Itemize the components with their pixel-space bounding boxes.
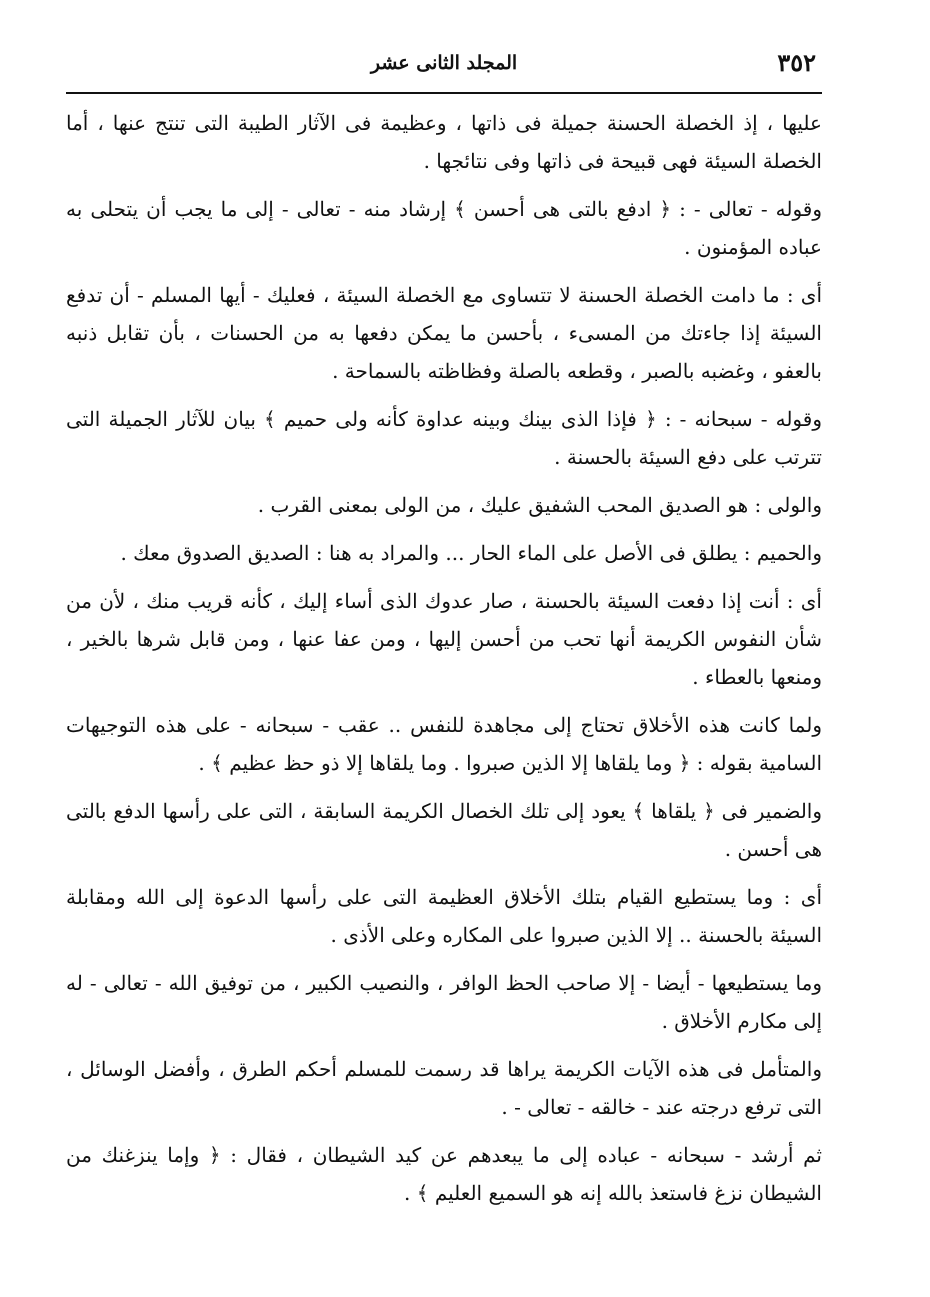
paragraph-1: عليها ، إذ الخصلة الحسنة جميلة فى ذاتها ، وعظيمة فى الآثار الطيبة التى تنتج عنها ، أما الخصلة السيئة فهى قبيحة فى ذاتها وفى نتائجها .	[66, 111, 822, 173]
paragraph-7: أى : أنت إذا دفعت السيئة بالحسنة ، صار عدوك الذى أساء إليك ، كأنه قريب منك ، لأن من شأن النفوس الكريمة أنها تحب من أحسن إليها ، ومن عفا عنها ، ومن قابل شرها بالخير ، ومنعها بالعطاء .	[66, 589, 822, 689]
paragraph-12: والمتأمل فى هذه الآيات الكريمة يراها قد رسمت للمسلم أحكم الطرق ، وأفضل الوسائل ، التى ترفع درجته عند - خالقه - تعالى - .	[66, 1057, 822, 1119]
paragraph-10: أى : وما يستطيع القيام بتلك الأخلاق العظيمة التى على رأسها الدعوة إلى الله ومقابلة السيئة بالحسنة .. إلا الذين صبروا على المكاره وعلى الأذى .	[66, 885, 822, 947]
page-header	[66, 42, 822, 82]
paragraph-9: والضمير فى ﴿ يلقاها ﴾ يعود إلى تلك الخصال الكريمة السابقة ، التى على رأسها الدفع بالتى هى أحسن .	[66, 799, 822, 861]
page-number: ٣٥٢	[777, 48, 816, 77]
paragraph-13: ثم أرشد - سبحانه - عباده إلى ما يبعدهم عن كيد الشيطان ، فقال : ﴿ وإما ينزغنك من الشيطان نزغ فاستعذ بالله إنه هو السميع العليم ﴾ .	[66, 1143, 822, 1205]
paragraph-8: ولما كانت هذه الأخلاق تحتاج إلى مجاهدة للنفس .. عقب - سبحانه - على هذه التوجيهات السامية بقوله : ﴿ وما يلقاها إلا الذين صبروا . وما يلقاها إلا ذو حظ عظيم ﴾ .	[66, 713, 822, 775]
paragraph-4: وقوله - سبحانه - : ﴿ فإذا الذى بينك وبينه عداوة كأنه ولى حميم ﴾ بيان للآثار الجميلة التى تترتب على دفع السيئة بالحسنة .	[66, 407, 822, 469]
page-body	[66, 104, 822, 1222]
paragraph-3: أى : ما دامت الخصلة الحسنة لا تتساوى مع الخصلة السيئة ، فعليك - أيها المسلم - أن تدفع السيئة إذا جاءتك من المسىء ، بأحسن ما يمكن دفعها به من الحسنات ، بأن تقابل ذنبه بالعفو ، وغضبه بالصبر ، وقطعه بالصلة وفظاظته بالسماحة .	[66, 283, 822, 383]
header-divider	[66, 92, 822, 94]
paragraph-6: والحميم : يطلق فى الأصل على الماء الحار ... والمراد به هنا : الصديق الصدوق معك .	[120, 541, 822, 565]
paragraph-5: والولى : هو الصديق المحب الشفيق عليك ، من الولى بمعنى القرب .	[257, 493, 822, 517]
paragraph-11: وما يستطيعها - أيضا - إلا صاحب الحظ الوافر ، والنصيب الكبير ، من توفيق الله - تعالى - له إلى مكارم الأخلاق .	[66, 971, 822, 1033]
paragraph-2: وقوله - تعالى - : ﴿ ادفع بالتى هى أحسن ﴾ إرشاد منه - تعالى - إلى ما يجب أن يتحلى به عباده المؤمنون .	[66, 197, 822, 259]
volume-title: المجلد الثانى عشر	[370, 52, 518, 74]
